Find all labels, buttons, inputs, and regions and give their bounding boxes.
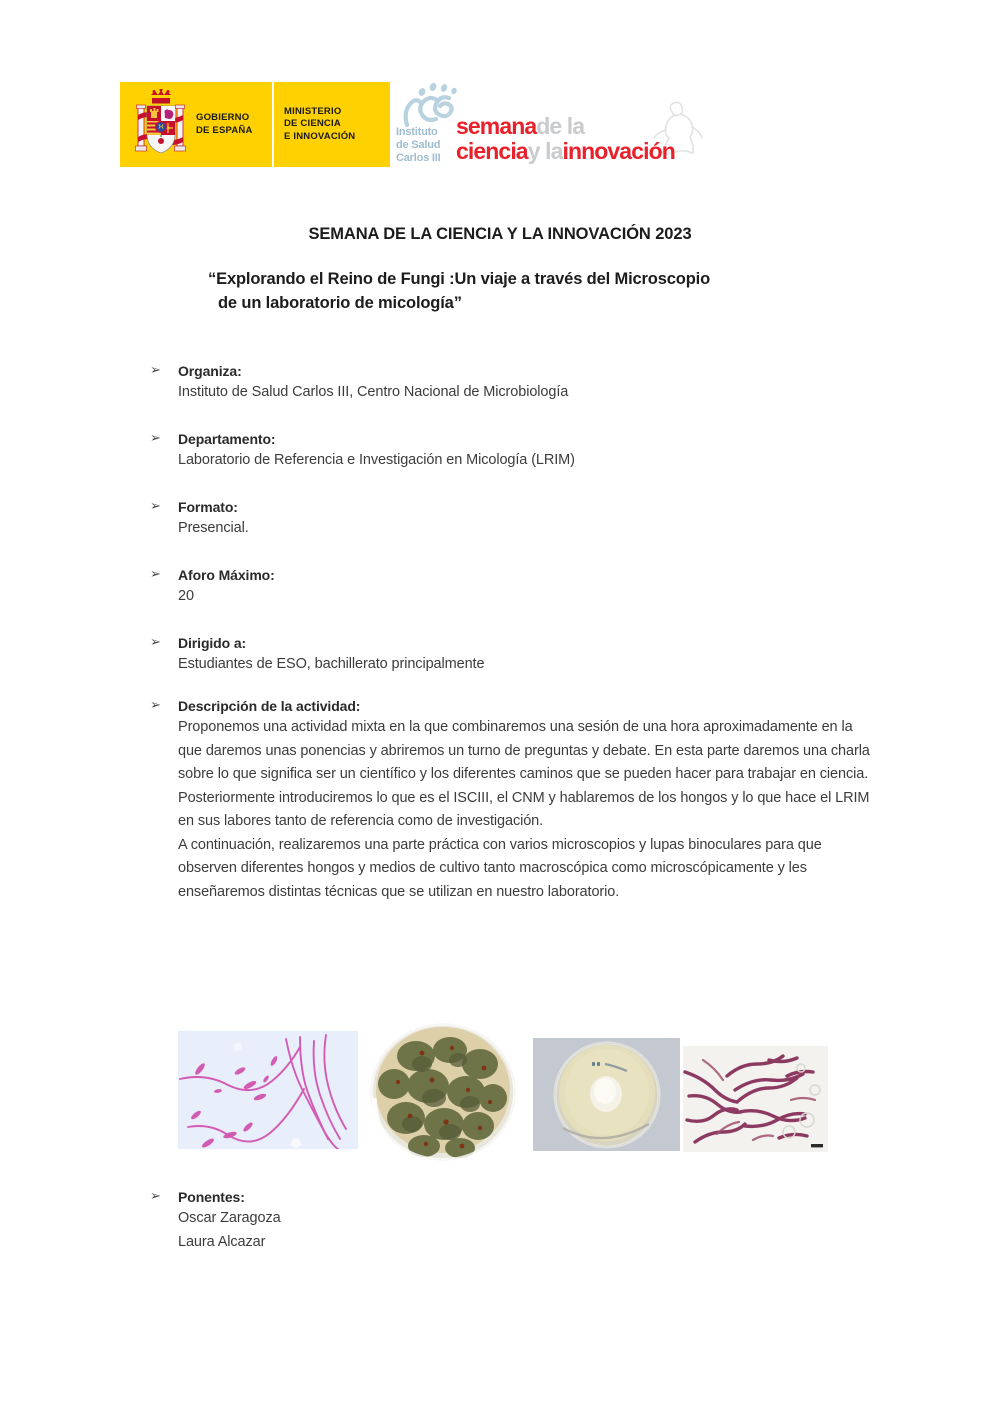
arrow-bullet-icon: ➢: [150, 1188, 161, 1203]
semana-ciencia-logo: [456, 108, 734, 166]
arrow-bullet-icon: ➢: [150, 362, 161, 377]
section-departamento: [150, 430, 880, 473]
section-formato: [150, 498, 880, 541]
section-departamento-heading: [150, 430, 880, 449]
isciii-logo-text: [396, 126, 440, 165]
isciii-line-3: Carlos III: [396, 152, 441, 164]
section-ponentes-heading: [150, 1188, 880, 1207]
innovacion-word: innovación: [562, 138, 675, 164]
page-subtitle: [208, 267, 868, 315]
ministerio-line-2: DE CIENCIA: [284, 118, 341, 130]
arrow-bullet-icon: ➢: [150, 498, 161, 513]
spanish-coat-of-arms-icon: [132, 89, 190, 161]
semana-word: semana: [456, 113, 537, 139]
section-aforo-maximo: [150, 566, 880, 609]
y-la-word: y la: [527, 138, 563, 164]
section-organiza-body: [150, 381, 880, 405]
photo-petri-dish-yeast-colony: [533, 1038, 680, 1151]
arrow-bullet-icon: ➢: [150, 697, 161, 712]
body-paragraph: A continuación, realizaremos una parte práctica con varios microscopios y lupas binoculares para que observen diferentes hongos y medios de cultivo tanto macroscópica como microscópicamente y les enseñaremos distintas técnicas que se utilizan en nuestro laboratorio.: [178, 836, 822, 900]
section-ponentes: [150, 1188, 880, 1254]
header-logo-bar: [120, 82, 730, 168]
body-line: Laboratorio de Referencia e Investigación en Micología (LRIM): [178, 452, 575, 468]
semana-logo-line-1: [456, 114, 675, 139]
photo-microscopy-hyphae-purple: [683, 1046, 828, 1152]
section-formato-body: [150, 517, 880, 541]
section-descripcion-heading: [150, 697, 880, 716]
section-dirigido-body: [150, 653, 880, 677]
section-aforo-heading: [150, 566, 880, 585]
isciii-line-1: Instituto: [396, 126, 438, 138]
section-formato-heading: [150, 498, 880, 517]
arrow-bullet-icon: ➢: [150, 430, 161, 445]
section-label: Dirigido a:: [178, 635, 247, 651]
speaker-name: Laura Alcazar: [178, 1233, 266, 1250]
section-label: Formato:: [178, 499, 238, 515]
section-organiza-heading: [150, 362, 880, 381]
section-ponentes-body: [150, 1207, 880, 1254]
ministerio-logo-text: [284, 106, 355, 144]
page-title: SEMANA DE LA CIENCIA Y LA INNOVACIÓN 2023: [308, 225, 692, 243]
section-organiza: [150, 362, 880, 405]
section-label: Departamento:: [178, 431, 276, 447]
photo-petri-dish-green-mold: [362, 1020, 524, 1161]
semana-logo-text: [456, 114, 675, 164]
body-line: 20: [178, 588, 194, 604]
section-aforo-body: [150, 585, 880, 609]
section-label: Organiza:: [178, 363, 242, 379]
ciencia-word: ciencia: [456, 138, 528, 164]
body-line: Instituto de Salud Carlos III, Centro Nacional de Microbiología: [178, 384, 569, 400]
body-line: Presencial.: [178, 520, 249, 536]
photo-microscopy-hyphae-pink: [178, 1031, 358, 1149]
semana-logo-line-2: [456, 139, 675, 164]
isciii-line-2: de Salud: [396, 139, 441, 151]
speaker-name: Oscar Zaragoza: [178, 1210, 281, 1226]
subtitle-line-1: “Explorando el Reino de Fungi :Un viaje a través del Microscopio: [208, 270, 711, 288]
gobierno-line-2: DE ESPAÑA: [196, 124, 253, 136]
logo-divider: [272, 82, 274, 167]
de-la-word: de la: [536, 113, 585, 139]
section-label: Aforo Máximo:: [178, 567, 275, 583]
ministerio-line-3: E INNOVACIÓN: [284, 130, 356, 142]
gobierno-de-espana-logo: [120, 82, 390, 167]
arrow-bullet-icon: ➢: [150, 634, 161, 649]
section-label: Ponentes:: [178, 1189, 245, 1205]
gobierno-logo-left: [120, 82, 272, 167]
section-dirigido-a: [150, 634, 880, 677]
section-label: Descripción de la actividad:: [178, 698, 361, 714]
body-paragraph: Proponemos una actividad mixta en la que combinaremos una sesión de una hora aproximadamente en la que daremos unas ponencias y abriremos un turno de preguntas y debate. En esta parte daremos una charla sobre lo que significa ser un científico y los diferentes caminos que se pueden hacer para trabajar en ciencia. Posteriormente introduciremos lo que es el ISCIII, el CNM y hablaremos de los hongos y lo que hace el LRIM en sus labores tanto de referencia como de investigación.: [178, 719, 870, 829]
section-descripcion-body: [150, 716, 878, 904]
section-descripcion: [150, 697, 880, 904]
ministerio-logo: [272, 82, 390, 167]
gobierno-logo-text: [196, 112, 253, 137]
subtitle-line-2: de un laboratorio de micología”: [218, 294, 462, 312]
section-departamento-body: [150, 449, 880, 473]
section-dirigido-heading: [150, 634, 880, 653]
arrow-bullet-icon: ➢: [150, 566, 161, 581]
ministerio-line-1: MINISTERIO: [284, 105, 342, 117]
gobierno-line-1: GOBIERNO: [196, 112, 250, 123]
body-line: Estudiantes de ESO, bachillerato principalmente: [178, 656, 485, 672]
